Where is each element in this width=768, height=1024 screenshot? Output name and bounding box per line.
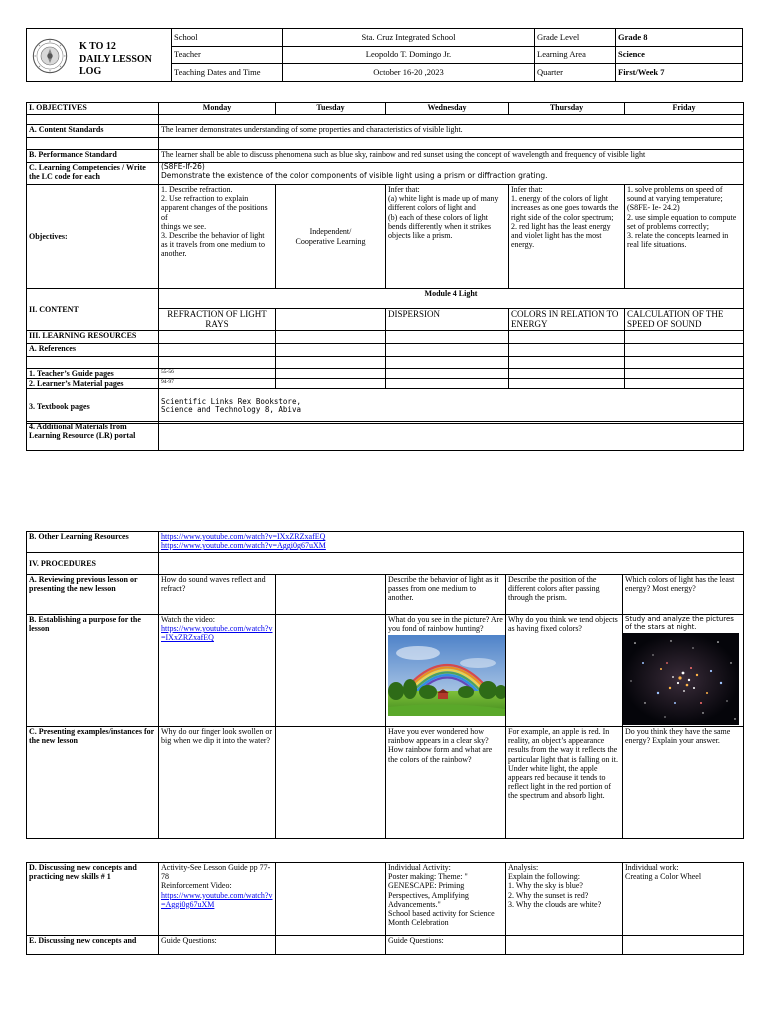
grade-level-label: Grade Level (535, 29, 616, 47)
empty-cell (625, 331, 744, 344)
examples-tuesday (276, 727, 386, 839)
additional-materials-label: 4. Additional Materials from Learning Resource (LR) portal (27, 422, 159, 451)
spacer-cell (27, 115, 159, 125)
day-header-tuesday: Tuesday (276, 103, 386, 115)
teacher-label: Teacher (172, 47, 283, 64)
teacher-value: Leopoldo T. Domingo Jr. (283, 47, 535, 64)
objectives-thursday: Infer that: 1. energy of the colors of light increases as one goes towards the right side of the color spectrum; 2. red light has the least energy and violet light has the most energy. (509, 185, 625, 289)
dates-label: Teaching Dates and Time (172, 64, 283, 82)
additional-materials-value (159, 422, 744, 451)
reinforcement-video-link[interactable]: https://www.youtube.com/watch?v=Aggi0g67uXM (161, 890, 273, 909)
empty-cell (276, 331, 386, 344)
video-link-2[interactable]: https://www.youtube.com/watch?v=Aggi0g67uXM (161, 541, 326, 551)
night-stars-picture (623, 633, 739, 725)
additional-materials-table (26, 421, 744, 451)
purpose-tuesday (276, 615, 386, 727)
objectives-friday: 1. solve problems on speed of sound at varying temperature;(S8FE- Ie- 24.2) 2. use simple equation to compute set of problems correctly; 3. relate the concepts learned in real life situations. (625, 185, 744, 289)
content-friday: CALCULATION OF THE SPEED OF SOUND (625, 309, 744, 331)
objectives-heading: I. OBJECTIVES (27, 103, 159, 115)
teachers-guide-label: 1. Teacher’s Guide pages (27, 369, 159, 379)
purpose-monday (159, 615, 276, 727)
teachers-guide-pages: 55-56 (159, 369, 276, 379)
header-table (26, 28, 743, 82)
empty-cell (276, 344, 386, 357)
reviewing-monday: How do sound waves reflect and refract? (159, 575, 276, 615)
empty-cell (159, 553, 744, 575)
empty-cell (509, 357, 625, 369)
school-label: School (172, 29, 283, 47)
empty-cell (159, 331, 276, 344)
discussing-thursday: Analysis: Explain the following: 1. Why the sky is blue? 2. Why the sunset is red? 3. Why the clouds are white? (506, 863, 623, 936)
empty-cell (625, 369, 744, 379)
header-logo-cell (27, 29, 172, 82)
empty-cell (276, 369, 386, 379)
empty-cell (625, 379, 744, 389)
purpose-wednesday (386, 615, 506, 727)
learning-area-value: Science (616, 47, 743, 64)
guide-questions-wednesday: Guide Questions: (386, 936, 506, 955)
examples-monday: Why do our finger look swollen or big when we dip it into the water? (159, 727, 276, 839)
rainbow-picture (388, 635, 505, 716)
examples-friday: Do you think they have the same energy? Explain your answer. (623, 727, 744, 839)
performance-standard-label: B. Performance Standard (27, 150, 159, 163)
textbook-pages-label: 3. Textbook pages (27, 389, 159, 424)
procedures-heading: IV. PROCEDURES (27, 553, 159, 575)
guide-questions-thursday (506, 936, 623, 955)
empty-cell (509, 344, 625, 357)
empty-cell (159, 357, 276, 369)
learning-resources-heading: III. LEARNING RESOURCES (27, 331, 159, 344)
empty-cell (159, 344, 276, 357)
day-header-friday: Friday (625, 103, 744, 115)
empty-cell (386, 344, 509, 357)
quarter-label: Quarter (535, 64, 616, 82)
purpose-video-link[interactable]: https://www.youtube.com/watch?v=IXxZRZxafEQ (161, 624, 273, 643)
dates-value: October 16-20 ,2023 (283, 64, 535, 82)
empty-cell (276, 357, 386, 369)
discussing-concepts-1-label: D. Discussing new concepts and practicing new skills # 1 (27, 863, 159, 936)
content-monday: REFRACTION OF LIGHT RAYS (159, 309, 276, 331)
learners-material-label: 2. Learner’s Material pages (27, 379, 159, 389)
quarter-value: First/Week 7 (616, 64, 743, 82)
learning-area-label: Learning Area (535, 47, 616, 64)
empty-cell (509, 331, 625, 344)
log-title-line2: DAILY LESSON LOG (79, 53, 152, 77)
empty-cell (386, 357, 509, 369)
purpose-monday-text: Watch the video: (161, 615, 216, 624)
objectives-label: Objectives: (27, 185, 159, 289)
empty-cell (386, 369, 509, 379)
competency-description: Demonstrate the existence of the color components of visible light using a prism or diffraction grating. (161, 170, 548, 180)
purpose-wednesday-text: What do you see in the picture? Are you fond of rainbow hunting? (388, 615, 503, 634)
reviewing-tuesday (276, 575, 386, 615)
content-wednesday: DISPERSION (386, 309, 509, 331)
discussing-friday: Individual work: Creating a Color Wheel (623, 863, 744, 936)
purpose-thursday: Why do you think we tend objects as having fixed colors? (506, 615, 623, 727)
content-standards-label: A. Content Standards (27, 125, 159, 138)
procedures-table (26, 531, 744, 839)
objectives-wednesday: Infer that: (a) white light is made up of many different colors of light and (b) each of these colors of light bends differently when it strikes objects like a prism. (386, 185, 509, 289)
reviewing-wednesday: Describe the behavior of light as it passes from one medium to another. (386, 575, 506, 615)
reviewing-lesson-label: A. Reviewing previous lesson or presenting the new lesson (27, 575, 159, 615)
content-standards-text: The learner demonstrates understanding of some properties and characteristics of visible light. (159, 125, 744, 138)
empty-cell (509, 369, 625, 379)
purpose-friday-text: Study and analyze the pictures of the stars at night. (625, 615, 734, 632)
content-heading: II. CONTENT (27, 289, 159, 331)
module-title: Module 4 Light (159, 289, 744, 309)
reviewing-friday: Which colors of light has the least energy? Most energy? (623, 575, 744, 615)
objectives-table (26, 102, 744, 424)
discussing-monday-text: Activity-See Lesson Guide pp 77-78 Reinforcement Video: (161, 863, 271, 891)
spacer-cell (159, 115, 744, 125)
guide-questions-monday: Guide Questions: (159, 936, 276, 955)
establishing-purpose-label: B. Establishing a purpose for the lesson (27, 615, 159, 727)
content-tuesday (276, 309, 386, 331)
content-thursday: COLORS IN RELATION TO ENERGY (509, 309, 625, 331)
discussing-tuesday (276, 863, 386, 936)
other-resources-links (159, 532, 744, 553)
discussing-concepts-2-label: E. Discussing new concepts and (27, 936, 159, 955)
other-resources-label: B. Other Learning Resources (27, 532, 159, 553)
empty-cell (625, 344, 744, 357)
grade-level-value: Grade 8 (616, 29, 743, 47)
examples-thursday: For example, an apple is red. In reality, an object’s appearance results from the way it reflects the particular light that is falling on it. Under white light, the apple appears red because it tends to reflect light in the red portion of the spectrum and absorb light. (506, 727, 623, 839)
day-header-monday: Monday (159, 103, 276, 115)
objectives-tuesday: Independent/ Cooperative Learning (276, 185, 386, 289)
deped-seal-icon (32, 38, 68, 74)
purpose-friday (623, 615, 744, 727)
objectives-monday: 1. Describe refraction. 2. Use refraction to explain apparent changes of the positions of things we see. 3. Describe the behavior of light as it travels from one medium to another. (159, 185, 276, 289)
guide-questions-tuesday (276, 936, 386, 955)
performance-standard-text: The learner shall be able to discuss phenomena such as blue sky, rainbow and red sunset using the concept of wavelength and frequency of visible light (159, 150, 744, 163)
guide-questions-friday (623, 936, 744, 955)
competency-code: (S8FE-If-26) (161, 162, 205, 171)
empty-cell (386, 379, 509, 389)
empty-cell (386, 331, 509, 344)
presenting-examples-label: C. Presenting examples/instances for the new lesson (27, 727, 159, 839)
video-link-1[interactable]: https://www.youtube.com/watch?v=IXxZRZxafEQ (161, 532, 326, 541)
empty-cell (27, 357, 159, 369)
log-title-line1: K TO 12 (79, 41, 116, 52)
spacer-cell (27, 138, 159, 150)
discussing-monday (159, 863, 276, 936)
examples-wednesday: Have you ever wondered how rainbow appears in a clear sky? How rainbow form and what are the colors of the rainbow? (386, 727, 506, 839)
competencies-label: C. Learning Competencies / Write the LC code for each (27, 163, 159, 185)
references-label: A. References (27, 344, 159, 357)
spacer-cell (159, 138, 744, 150)
learners-material-pages: 94-97 (159, 379, 276, 389)
day-header-wednesday: Wednesday (386, 103, 509, 115)
procedures-continued-table (26, 862, 744, 955)
discussing-wednesday: Individual Activity: Poster making: Theme: " GENESCAPE: Priming Perspectives, Amplifying Advancements." School based activity for Science Month Celebration (386, 863, 506, 936)
reviewing-thursday: Describe the position of the different colors after passing through the prism. (506, 575, 623, 615)
empty-cell (625, 357, 744, 369)
empty-cell (276, 379, 386, 389)
school-value: Sta. Cruz Integrated School (283, 29, 535, 47)
empty-cell (509, 379, 625, 389)
competencies-text (159, 163, 744, 185)
day-header-thursday: Thursday (509, 103, 625, 115)
textbook-pages-value: Scientific Links Rex Bookstore, Science and Technology 8, Abiva (159, 389, 744, 424)
